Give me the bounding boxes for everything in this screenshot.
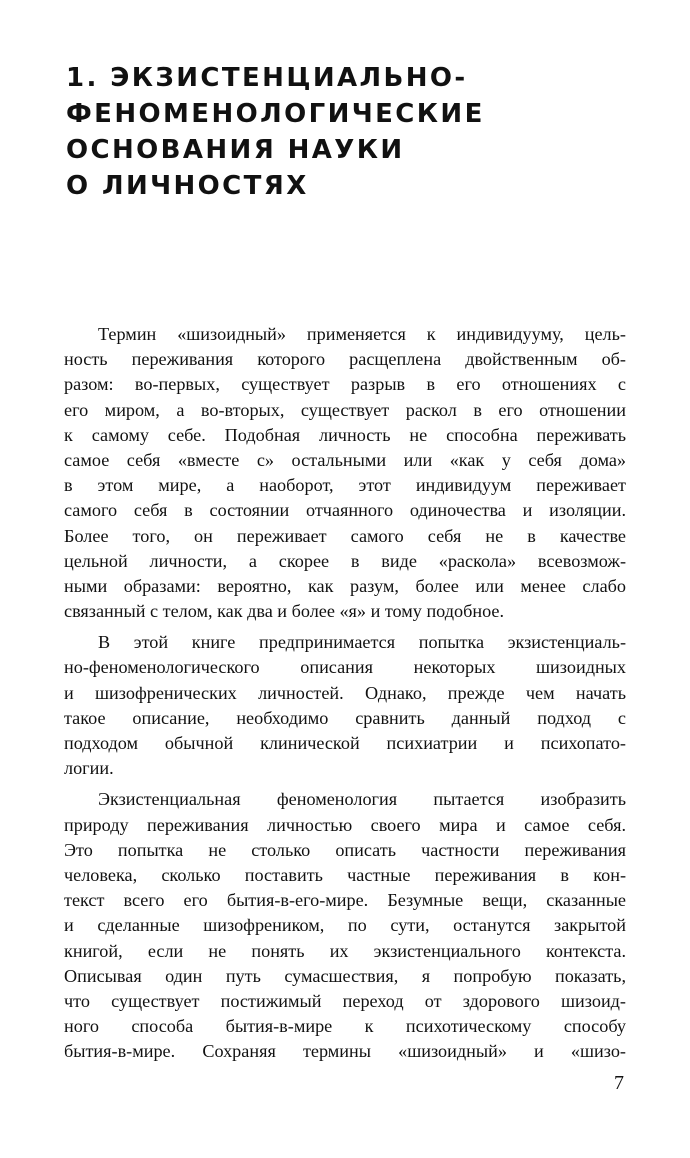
chapter-heading [66, 60, 646, 204]
paragraph-2 [64, 630, 626, 781]
text-line: что существует постижимый переход от здорового шизоид- [64, 990, 626, 1011]
text-line: природу переживания личностью своего мира и самое себя. [64, 814, 626, 835]
text-line: самое себя «вместе с» остальными или «как у себя дома» [64, 449, 626, 470]
chapter-heading-line: ОСНОВАНИЯ НАУКИ [66, 135, 405, 165]
paragraph-3 [64, 787, 626, 1064]
text-line: Более того, он переживает самого себя не в качестве [64, 525, 626, 546]
text-line: Экзистенциальная феноменология пытается изобразить [98, 789, 626, 810]
text-line: человека, сколько поставить частные переживания в кон- [64, 864, 626, 885]
chapter-heading-line: 1. ЭКЗИСТЕНЦИАЛЬНО- [66, 63, 468, 93]
text-line: ность переживания которого расщеплена двойственным об- [64, 349, 626, 370]
body-text [64, 322, 626, 1064]
text-line: ного способа бытия-в-мире к психотическому способу [64, 1016, 626, 1037]
text-line: разом: во-первых, существует разрыв в его отношениях с [64, 374, 626, 395]
chapter-heading-line: ФЕНОМЕНОЛОГИЧЕСКИЕ [66, 99, 485, 129]
text-line: в этом мире, а наоборот, этот индивидуум переживает [64, 475, 626, 496]
text-line: Это попытка не столько описать частности переживания [64, 839, 626, 860]
text-line: ными образами: вероятно, как разум, более или менее слабо [64, 575, 626, 596]
text-line: логии. [64, 758, 114, 779]
text-line: самого себя в состоянии отчаянного одиночества и изоляции. [64, 500, 626, 521]
text-line: бытия-в-мире. Сохраняя термины «шизоидный» и «шизо- [64, 1041, 626, 1062]
text-line: и шизофренических личностей. Однако, прежде чем начать [64, 682, 626, 703]
text-line: текст всего его бытия-в-его-мире. Безумные вещи, сказанные [64, 890, 626, 911]
text-line: цельной личности, а скорее в виде «раскола» всевозмож- [64, 550, 626, 571]
text-line: к самому себе. Подобная личность не способна переживать [64, 424, 626, 445]
chapter-heading-line: О ЛИЧНОСТЯХ [66, 171, 309, 201]
text-line: связанный с телом, как два и более «я» и тому подобное. [64, 601, 505, 622]
text-line: Термин «шизоидный» применяется к индивидууму, цель- [98, 324, 626, 344]
text-line: подходом обычной клинической психиатрии и психопато- [64, 733, 626, 753]
text-line: книгой, если не понять их экзистенциального контекста. [64, 940, 626, 961]
text-line: В этой книге предпринимается попытка экзистенциаль- [98, 632, 626, 653]
text-line: и сделанные шизофреником, по сути, останутся закрытой [64, 915, 626, 936]
text-line: но-феноменологического описания некоторых шизоидных [64, 657, 626, 678]
text-line: Описывая один путь сумасшествия, я попробую показать, [64, 965, 626, 986]
paragraph-1 [64, 322, 626, 624]
page-number: 7 [614, 1072, 624, 1094]
text-line: его миром, а во-вторых, существует раскол в его отношении [64, 399, 626, 420]
text-line: такое описание, необходимо сравнить данный подход с [64, 707, 626, 728]
